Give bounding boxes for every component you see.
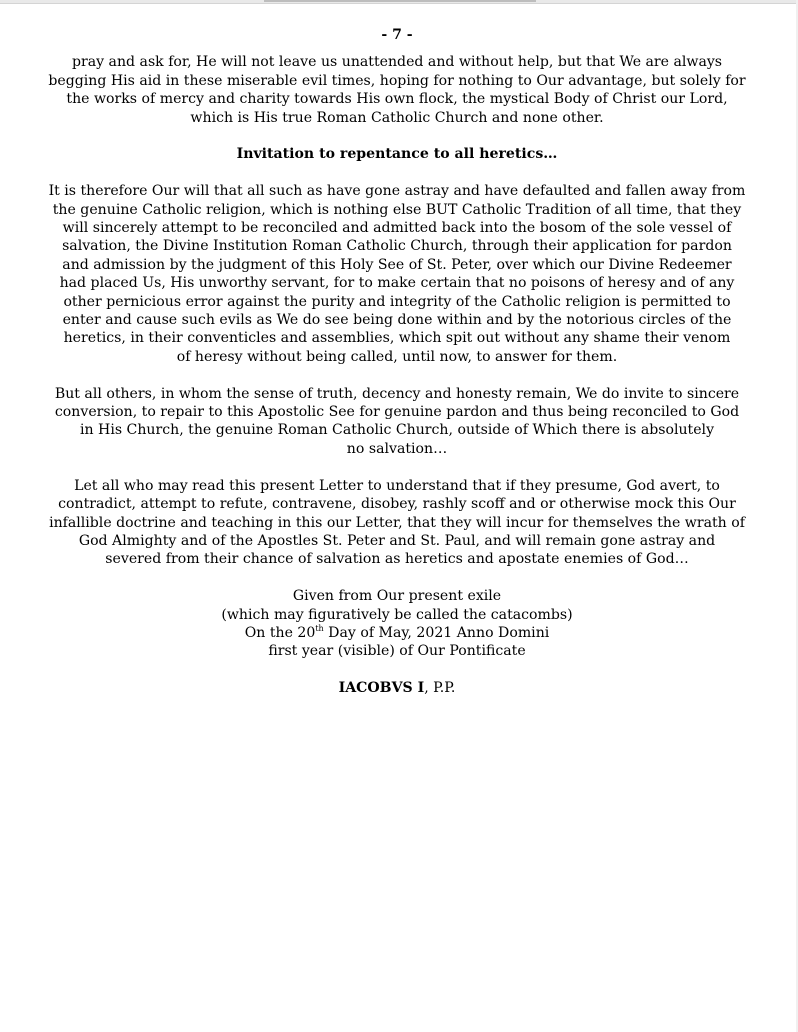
- text-line: in His Church, the genuine Roman Catholic Church, outside of Which there is absolutely: [79, 422, 715, 439]
- text-line: infallible doctrine and teaching in this our Letter, that they will incur for themselves the wrath of: [49, 514, 745, 531]
- text-line: Let all who may read this present Letter to understand that if they presume, God avert, to: [74, 477, 720, 494]
- text-line: pray and ask for, He will not leave us unattended and without help, but that We are always: [71, 54, 723, 71]
- section-heading: Invitation to repentance to all heretics…: [236, 146, 558, 163]
- closing-block: [22, 587, 772, 661]
- date-suffix: Day of May, 2021 Anno Domini: [323, 624, 550, 641]
- text-line: of heresy without being called, until now, to answer for them.: [176, 348, 618, 365]
- closing-line: first year (visible) of Our Pontificate: [268, 643, 526, 660]
- paragraph-warning: [22, 477, 772, 569]
- scroll-indicator: [264, 0, 536, 2]
- closing-line: Given from Our present exile: [292, 588, 502, 605]
- paragraph-others: [22, 385, 772, 459]
- signature: [22, 679, 772, 697]
- date-prefix: On the 20: [244, 624, 316, 641]
- text-line: severed from their chance of salvation as heretics and apostate enemies of God…: [105, 551, 689, 568]
- text-line: will sincerely attempt to be reconciled and admitted back into the bosom of the sole vessel of: [62, 220, 732, 237]
- text-line: conversion, to repair to this Apostolic See for genuine pardon and thus being reconciled to God: [54, 404, 740, 421]
- signature-name: IACOBVS I: [338, 680, 425, 697]
- document-page: [22, 26, 772, 698]
- text-line: salvation, the Divine Institution Roman Catholic Church, through their application for pardon: [62, 238, 732, 255]
- text-line: It is therefore Our will that all such as have gone astray and have defaulted and fallen away from: [48, 183, 746, 200]
- text-line: the genuine Catholic religion, which is nothing else BUT Catholic Tradition of all time, that they: [52, 201, 742, 218]
- closing-date-line: [22, 624, 772, 642]
- page-number: - 7 -: [381, 27, 413, 43]
- text-line: and admission by the judgment of this Holy See of St. Peter, over which our Divine Redeemer: [62, 256, 732, 273]
- text-line: other pernicious error against the purity and integrity of the Catholic religion is permitted to: [63, 293, 731, 310]
- text-line: had placed Us, His unworthy servant, for to make certain that no poisons of heresy and of any: [59, 275, 735, 292]
- closing-line: (which may figuratively be called the catacombs): [221, 606, 573, 623]
- text-line: no salvation…: [346, 440, 448, 457]
- window-top-edge: [0, 0, 798, 4]
- signature-title: , P.P.: [424, 680, 456, 697]
- intro-paragraph: [22, 53, 772, 127]
- date-ordinal-suffix: th: [315, 623, 324, 633]
- text-line: contradict, attempt to refute, contravene, disobey, rashly scoff and or otherwise mock this Our: [58, 496, 736, 513]
- text-line: heretics, in their conventicles and assemblies, which spit out without any shame their venom: [63, 330, 731, 347]
- text-line: enter and cause such evils as We do see being done within and by the notorious circles of the: [62, 312, 732, 329]
- text-line: begging His aid in these miserable evil times, hoping for nothing to Our advantage, but solely for: [48, 72, 746, 89]
- paragraph-will: [22, 182, 772, 366]
- text-line: God Almighty and of the Apostles St. Peter and St. Paul, and will remain gone astray and: [78, 532, 716, 549]
- text-line: the works of mercy and charity towards His own flock, the mystical Body of Christ our Lord,: [66, 91, 728, 108]
- text-line: which is His true Roman Catholic Church and none other.: [190, 109, 604, 126]
- text-line: But all others, in whom the sense of truth, decency and honesty remain, We do invite to sincere: [54, 385, 740, 402]
